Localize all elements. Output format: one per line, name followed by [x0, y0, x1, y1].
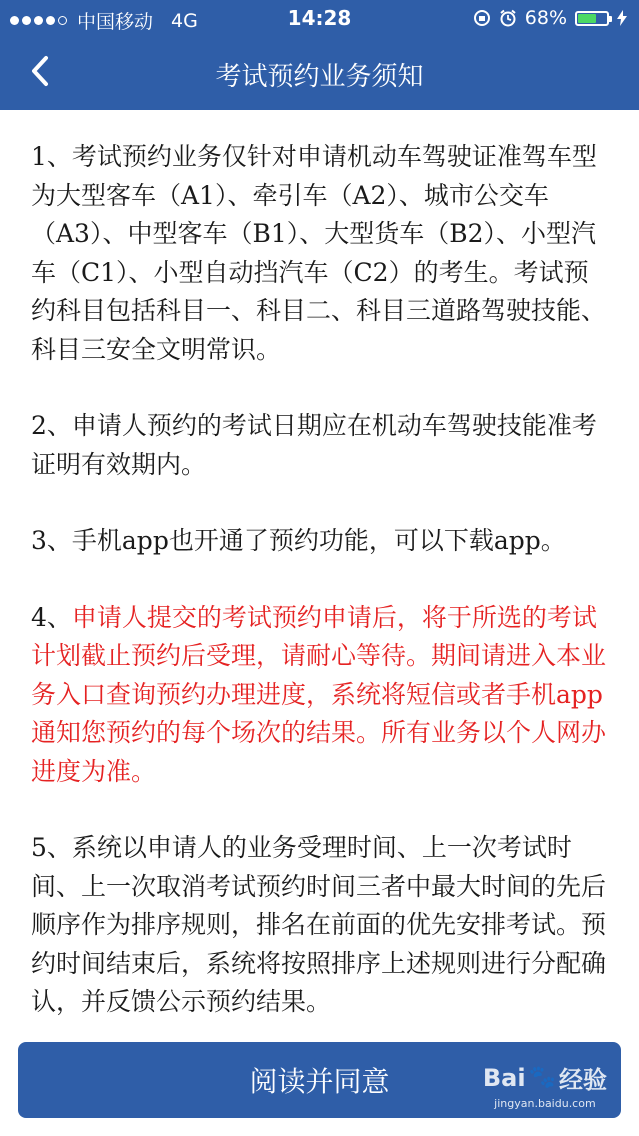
notice-item-4: [31, 599, 611, 792]
notice-item-4-number: 4、: [31, 602, 72, 632]
alarm-icon: [499, 9, 517, 27]
battery-percent: 68%: [524, 7, 567, 29]
network-type: 4G: [171, 9, 198, 32]
notice-item-4-text: 申请人提交的考试预约申请后，将于所选的考试计划截止预约后受理，请耐心等待。期间请进入本业务入口查询预约办理进度，系统将短信或者手机app通知您预约的每个场次的结果。所有业务以个人网办进度为准。: [31, 602, 607, 786]
charging-icon: [617, 10, 627, 26]
carrier-name: 中国移动: [77, 11, 154, 33]
status-bar: [0, 0, 639, 36]
orientation-lock-icon: [473, 9, 491, 27]
page-title: 考试预约业务须知: [215, 62, 424, 92]
watermark-brand-a: Bai: [482, 1063, 526, 1092]
notice-content: [31, 138, 611, 1060]
watermark-url: jingyan.baidu.com: [494, 1097, 596, 1110]
notice-item-2: 2、申请人预约的考试日期应在机动车驾驶技能准考证明有效期内。: [31, 411, 597, 479]
nav-bar: [0, 36, 639, 110]
notice-item-3: 3、手机app也开通了预约功能，可以下载app。: [31, 526, 566, 555]
battery-icon: [575, 11, 609, 26]
read-and-agree-button[interactable]: 阅读并同意: [18, 1042, 621, 1118]
notice-item-1: 1、考试预约业务仅针对申请机动车驾驶证准驾车型为大型客车（A1）、牵引车（A2）、城市公交车（A3）、中型客车（B1）、大型货车（B2）、小型汽车（C1）、小型自动挡汽车（C2）的考生。考试预约科目包括科目一、科目二、科目三道路驾驶技能、科目三安全文明常识。: [31, 142, 607, 364]
notice-item-5: 5、系统以申请人的业务受理时间、上一次考试时间、上一次取消考试预约时间三者中最大时间的先后顺序作为排序规则，排名在前面的优先安排考试。预约时间结束后，系统将按照排序上述规则进行分配确认，并反馈公示预约结果。: [31, 833, 607, 1016]
battery-fill: [578, 14, 596, 23]
watermark-brand-b: 经验: [559, 1066, 607, 1094]
status-right: [473, 7, 627, 29]
header: [0, 0, 639, 110]
watermark: [483, 1060, 607, 1110]
paw-icon: 🐾: [528, 1065, 556, 1090]
status-time: 14:28: [287, 6, 352, 30]
